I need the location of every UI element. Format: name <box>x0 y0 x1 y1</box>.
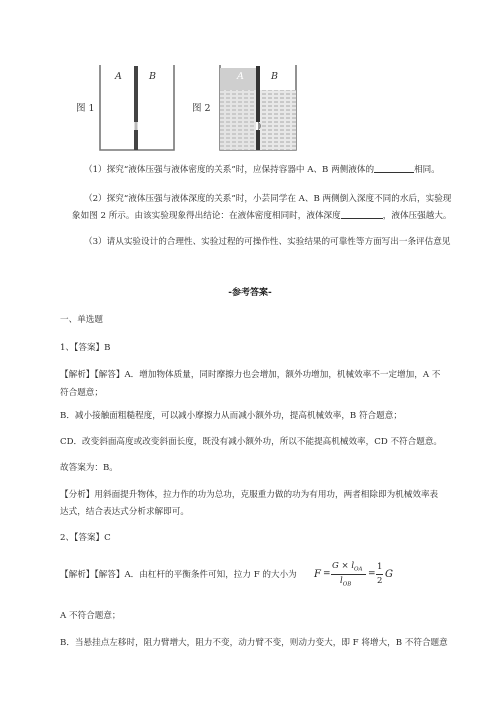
formula-fraction-bar-1 <box>331 574 366 575</box>
answer-blank-2[interactable] <box>341 209 383 219</box>
answer-2-line-2: A 不符合题意； <box>60 611 121 621</box>
figure-1-beaker <box>94 60 180 154</box>
answer-1-line-5: 故答案为：B。 <box>60 463 118 473</box>
formula-g: G <box>385 569 393 580</box>
lever-formula <box>314 561 394 591</box>
figure-2-label-a: A <box>237 71 244 82</box>
figure-1-label-b: B <box>149 71 156 82</box>
question-2-line-2: 象如图 2 所示。由该实验现象得出结论：在液体密度相同时，液体深度 ，液体压强越大。 <box>72 211 452 221</box>
answer-1-line-4: CD．改变斜面高度或改变斜面长度，既没有减小额外功，所以不能提高机械效率，CD 不符合题意。 <box>60 437 443 447</box>
answer-2-head: 2、【答案】C <box>60 533 111 543</box>
formula-eq-1: = <box>323 569 331 579</box>
answer-1-head: 1、【答案】B <box>60 343 111 353</box>
answer-1-line-6: 【分析】用斜面提升物体，拉力作的功为总功，克服重力做的功为有用功，两者相除即为机械效率表 <box>60 490 439 500</box>
divider-upper <box>256 66 260 122</box>
formula-eq-2: = <box>368 569 376 579</box>
water-right-shallow <box>260 90 296 150</box>
divider-upper <box>134 66 138 122</box>
figure-1-label: 图 1 <box>76 103 95 114</box>
answer-1-line-7: 达式，结合表达式分析求解即可。 <box>60 507 189 517</box>
figure-1-label-a: A <box>115 71 122 82</box>
answer-2-line-1: 【解析】【解答】A．由杠杆的平衡条件可知，拉力 F 的大小为 <box>60 570 297 580</box>
formula-fraction-bar-2 <box>376 574 383 575</box>
formula-half-num: 1 <box>377 562 383 572</box>
question-2-line-1: （2）探究“液体压强与液体深度的关系”时，小芸同学在 A、B 两侧倒入深度不同的水后，实验现 <box>84 194 452 204</box>
rubber-membrane <box>135 122 138 130</box>
figure-2-beaker <box>214 60 304 154</box>
answer-1-line-3: B．减小接触面粗糙程度，可以减小摩擦力从而减小额外功，提高机械效率，B 符合题意； <box>60 411 402 421</box>
formula-half-den: 2 <box>377 576 383 586</box>
question-1: （1）探究“液体压强与液体密度的关系”时，应保持容器中 A、B 两侧液体的 相同。 <box>84 165 440 175</box>
answer-1-line-2: 符合题意； <box>60 388 103 398</box>
answer-2-line-3: B．当悬挂点左移时，阻力臂增大，阻力不变，动力臂不变，则动力变大，即 F 将增大，B 不符合题意 <box>60 638 448 648</box>
answer-1-line-1: 【解析】【解答】A．增加物体质量，同时摩擦力也会增加，额外功增加，机械效率不一定增加，A 不 <box>60 370 441 380</box>
answer-blank-1[interactable] <box>374 163 414 173</box>
divider-lower <box>134 130 138 150</box>
divider-lower <box>256 130 260 150</box>
section-heading: 一、单选题 <box>60 315 103 325</box>
formula-numerator: $G \times l_{OA}$ <box>332 561 363 573</box>
figure-2-label: 图 2 <box>192 103 211 114</box>
question-3: （3）请从实验设计的合理性、实验过程的可操作性、实验结果的可靠性等方面写出一条评估意见 <box>84 237 451 247</box>
formula-denominator: $l_{OB}$ <box>340 576 352 588</box>
formula-f: F <box>314 569 321 580</box>
answer-key-title: -参考答案- <box>228 288 272 298</box>
figure-2-label-b: B <box>271 71 278 82</box>
